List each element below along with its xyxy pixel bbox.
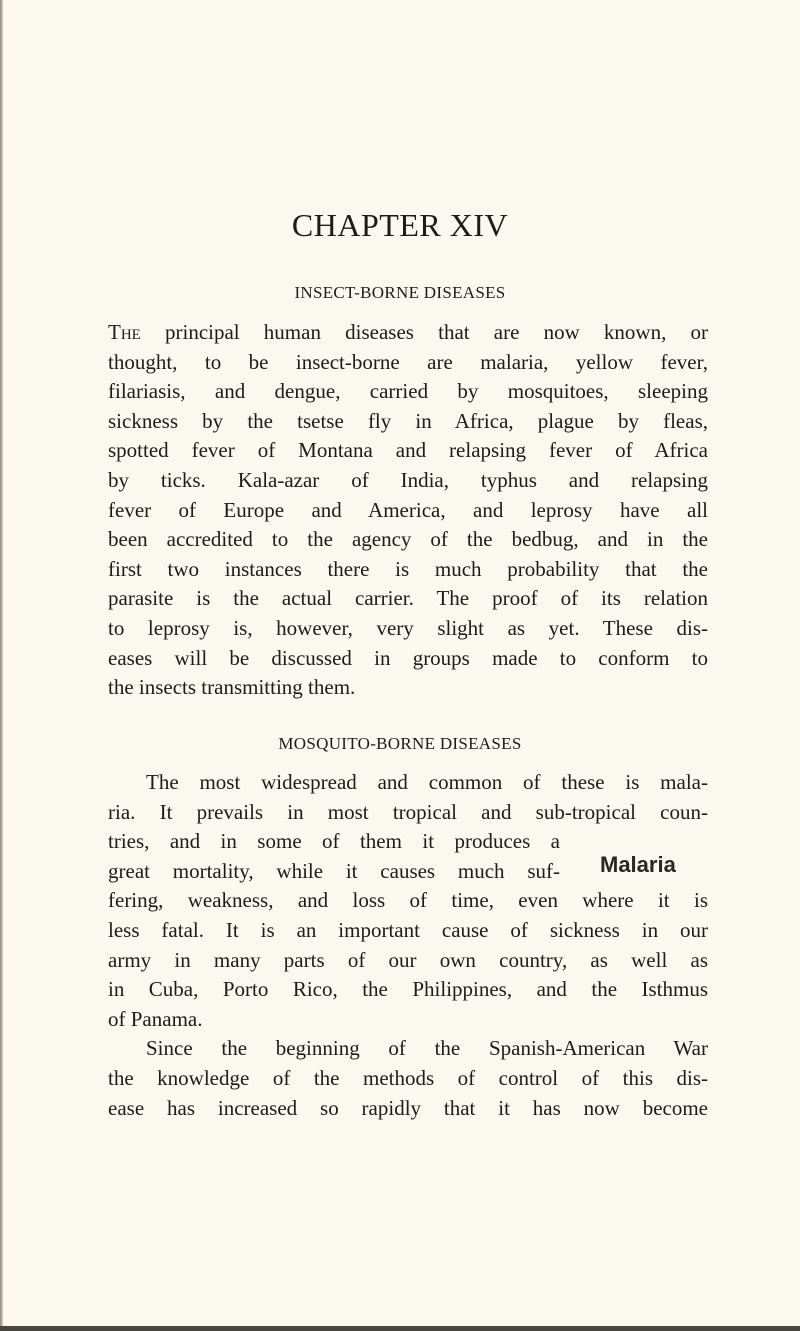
section-paragraph-1: [108, 768, 708, 1034]
intro-line: by ticks. Kala-azar of India, typhus and relapsing: [108, 467, 708, 492]
chapter-title: CHAPTER XIV: [291, 207, 509, 243]
intro-first-word: The: [108, 320, 141, 344]
intro-line: sickness by the tsetse fly in Africa, plague by fleas,: [108, 408, 708, 433]
page-left-edge: [0, 0, 3, 1331]
intro-line: first two instances there is much probability that the: [108, 556, 708, 581]
intro-line: [108, 318, 708, 348]
body-line: fering, weakness, and loss of time, even where it is: [108, 888, 708, 913]
intro-line: fever of Europe and America, and leprosy have all: [108, 497, 708, 522]
body-line: great mortality, while it causes much suf-: [108, 858, 560, 883]
body-line: ease has increased so rapidly that it has now become: [108, 1095, 708, 1120]
page-bottom-edge: [0, 1326, 800, 1331]
intro-paragraph: [108, 318, 708, 703]
intro-line: thought, to be insect-borne are malaria, yellow fever,: [108, 349, 708, 374]
intro-line: eases will be discussed in groups made to conform to: [108, 645, 708, 670]
margin-note: Malaria: [600, 852, 676, 877]
body-line: tries, and in some of them it produces a: [108, 829, 560, 854]
body-line: in Cuba, Porto Rico, the Philippines, and the Isthmus: [108, 977, 708, 1002]
intro-line: been accredited to the agency of the bedbug, and in the: [108, 527, 708, 552]
body-line: less fatal. It is an important cause of sickness in our: [108, 917, 708, 942]
body-line: the knowledge of the methods of control of this dis-: [108, 1065, 708, 1090]
intro-line: filariasis, and dengue, carried by mosquitoes, sleeping: [108, 379, 708, 404]
body-line: of Panama.: [108, 1006, 203, 1031]
intro-line-text: principal human diseases that are now known, or: [165, 320, 708, 344]
intro-line: the insects transmitting them.: [108, 675, 356, 700]
section-paragraph-2: [108, 1034, 708, 1123]
chapter-subtitle: INSECT-BORNE DISEASES: [294, 283, 506, 302]
intro-line: to leprosy is, however, very slight as yet. These dis-: [108, 615, 708, 640]
body-line: ria. It prevails in most tropical and sub-tropical coun-: [108, 799, 708, 824]
body-line: army in many parts of our own country, as well as: [108, 947, 708, 972]
body-line: Since the beginning of the Spanish-American War: [146, 1036, 708, 1061]
body-line: The most widespread and common of these is mala-: [146, 770, 708, 794]
intro-line: parasite is the actual carrier. The proof of its relation: [108, 586, 708, 611]
section-title: MOSQUITO-BORNE DISEASES: [278, 734, 522, 753]
intro-line: spotted fever of Montana and relapsing fever of Africa: [108, 438, 708, 463]
